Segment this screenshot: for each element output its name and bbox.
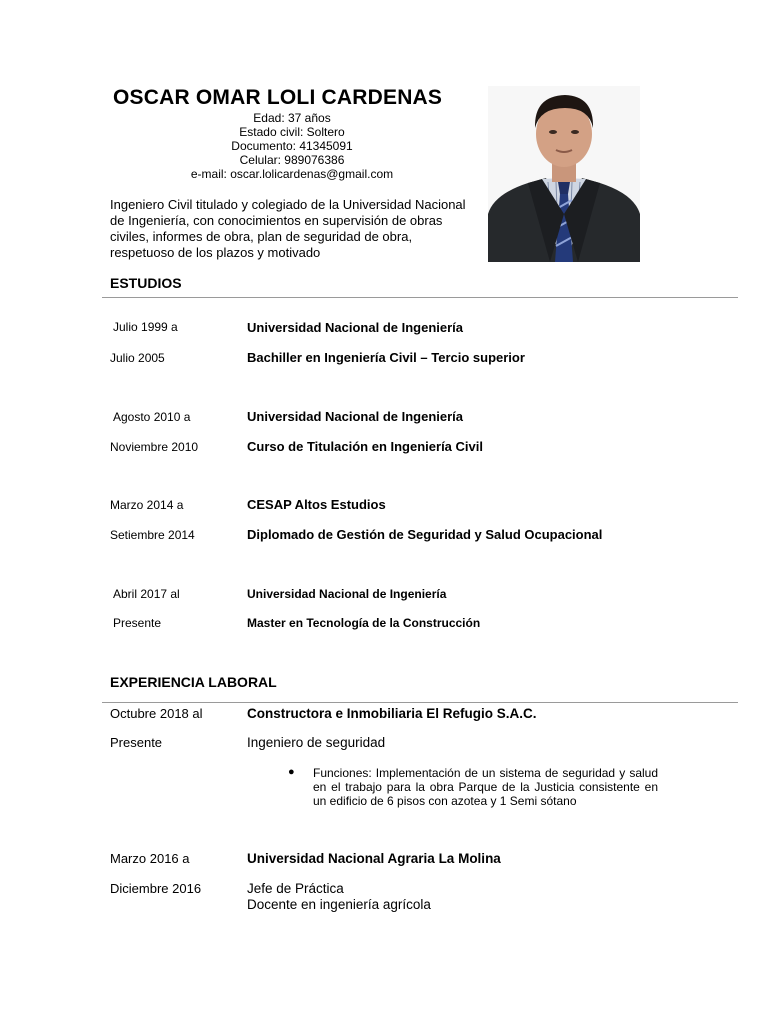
civil-status-line: Estado civil: Soltero bbox=[239, 125, 345, 139]
date-to: Diciembre 2016 bbox=[110, 881, 202, 896]
age-line: Edad: 37 años bbox=[253, 111, 331, 125]
institution: Universidad Nacional de Ingeniería bbox=[247, 587, 447, 601]
date-from: Octubre 2018 al bbox=[110, 706, 203, 721]
section-title-estudios: ESTUDIOS bbox=[110, 275, 182, 291]
job-title-secondary: Docente en ingeniería agrícola bbox=[247, 897, 431, 912]
email-line: e-mail: oscar.lolicardenas@gmail.com bbox=[190, 167, 394, 181]
section-title-experiencia: EXPERIENCIA LABORAL bbox=[110, 674, 277, 690]
date-to: Setiembre 2014 bbox=[110, 528, 195, 542]
institution: CESAP Altos Estudios bbox=[247, 497, 386, 512]
date-from: Julio 1999 a bbox=[113, 320, 178, 334]
date-from: Abril 2017 al bbox=[113, 587, 180, 601]
section-divider bbox=[102, 297, 738, 298]
date-to: Julio 2005 bbox=[110, 351, 165, 365]
degree: Master en Tecnología de la Construcción bbox=[247, 616, 481, 630]
job-title: Jefe de Práctica bbox=[247, 881, 344, 896]
institution: Universidad Nacional de Ingeniería bbox=[247, 409, 464, 424]
job-title: Ingeniero de seguridad bbox=[247, 735, 386, 750]
degree: Curso de Titulación en Ingeniería Civil bbox=[247, 439, 483, 454]
date-to: Presente bbox=[113, 616, 162, 630]
bullet-icon: ● bbox=[288, 766, 295, 778]
company: Constructora e Inmobiliaria El Refugio S.A.C. bbox=[247, 706, 537, 721]
candidate-name: OSCAR OMAR LOLI CARDENAS bbox=[113, 86, 443, 109]
date-from: Marzo 2014 a bbox=[110, 498, 184, 512]
date-from: Marzo 2016 a bbox=[110, 851, 190, 866]
degree: Diplomado de Gestión de Seguridad y Salud Ocupacional bbox=[247, 527, 603, 542]
document-line: Documento: 41345091 bbox=[231, 139, 353, 153]
phone-line: Celular: 989076386 bbox=[239, 153, 345, 167]
degree: Bachiller en Ingeniería Civil – Tercio superior bbox=[247, 350, 525, 365]
job-duties: Funciones: Implementación de un sistema de seguridad y salud en el trabajo para la obra Parque de la Justicia consistente en un edificio de 6 pisos con azotea y 1 Semi sótano bbox=[313, 766, 658, 808]
institution: Universidad Nacional de Ingeniería bbox=[247, 320, 464, 335]
section-divider bbox=[102, 702, 738, 703]
date-to: Noviembre 2010 bbox=[110, 440, 199, 454]
company: Universidad Nacional Agraria La Molina bbox=[247, 851, 501, 866]
profile-summary: Ingeniero Civil titulado y colegiado de la Universidad Nacional de Ingeniería, con conocimientos en supervisión de obras civiles, informes de obra, plan de seguridad de obra, respetuoso de los plazos y motivado bbox=[110, 197, 466, 260]
date-from: Agosto 2010 a bbox=[113, 410, 191, 424]
date-to: Presente bbox=[110, 735, 163, 750]
profile-photo bbox=[488, 86, 640, 262]
